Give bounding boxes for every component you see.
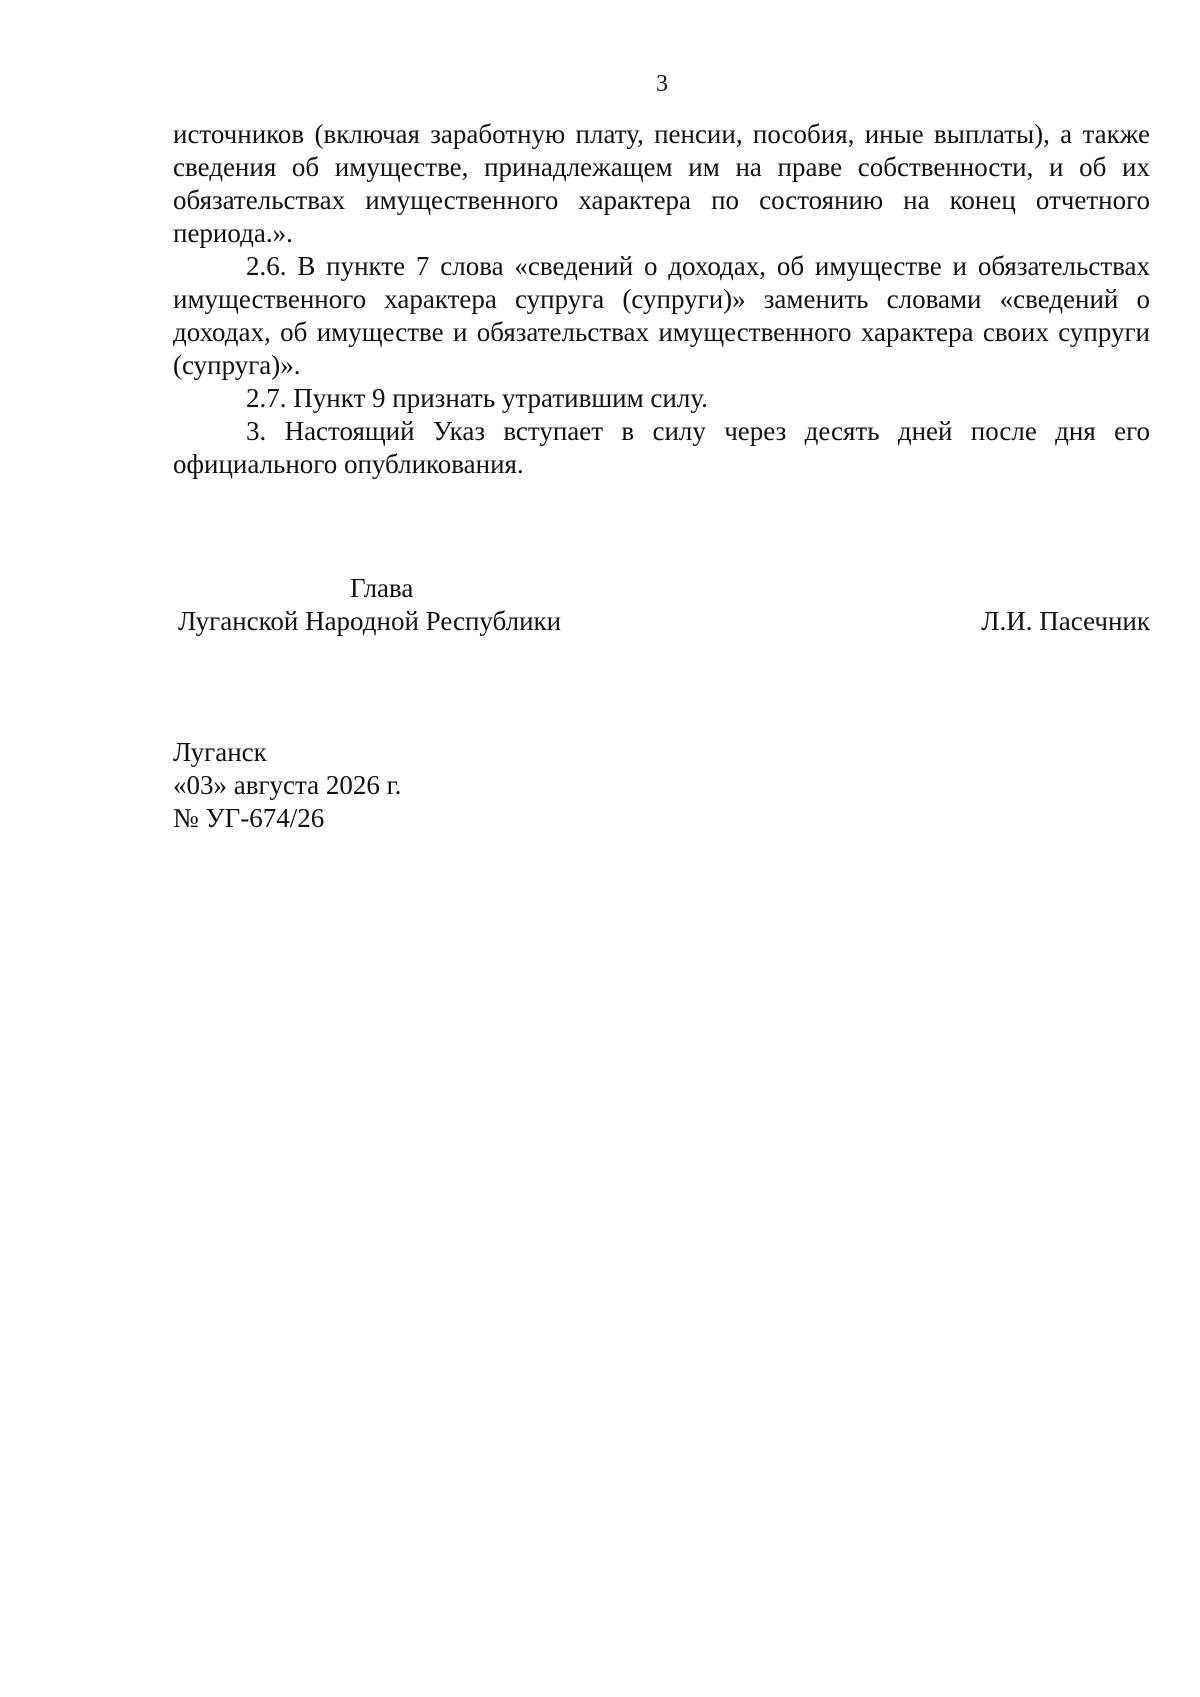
- signatory-title-line2: Луганской Народной Республики: [178, 606, 562, 636]
- page-number: 3: [656, 71, 668, 97]
- document-date: «03» августа 2026 г.: [173, 770, 402, 800]
- document-body: [173, 118, 1150, 481]
- paragraph-continuation: источников (включая заработную плату, пенсии, пособия, иные выплаты), а также сведения об имуществе, принадлежащем им на праве собственности, и об их обязательствах имущественного характера по состоянию на конец отчетного периода.».: [173, 119, 1150, 248]
- signatory-title-line1: Глава: [350, 573, 414, 603]
- place-date-block: [173, 736, 673, 835]
- paragraph-3: 3. Настоящий Указ вступает в силу через десять дней после дня его официального опубликования.: [173, 416, 1150, 479]
- signature-block: [178, 572, 1150, 642]
- document-place: Луганск: [173, 737, 267, 767]
- document-number: № УГ-674/26: [173, 803, 325, 833]
- paragraph-2-6: 2.6. В пункте 7 слова «сведений о доходах, об имуществе и обязательствах имущественного характера супруга (супруги)» заменить словами «сведений о доходах, об имуществе и обязательствах имущественного характера своих супруги (супруга)».: [173, 251, 1150, 380]
- paragraph-2-7: 2.7. Пункт 9 признать утратившим силу.: [246, 383, 708, 413]
- signatory-name: Л.И. Пасечник: [981, 606, 1150, 636]
